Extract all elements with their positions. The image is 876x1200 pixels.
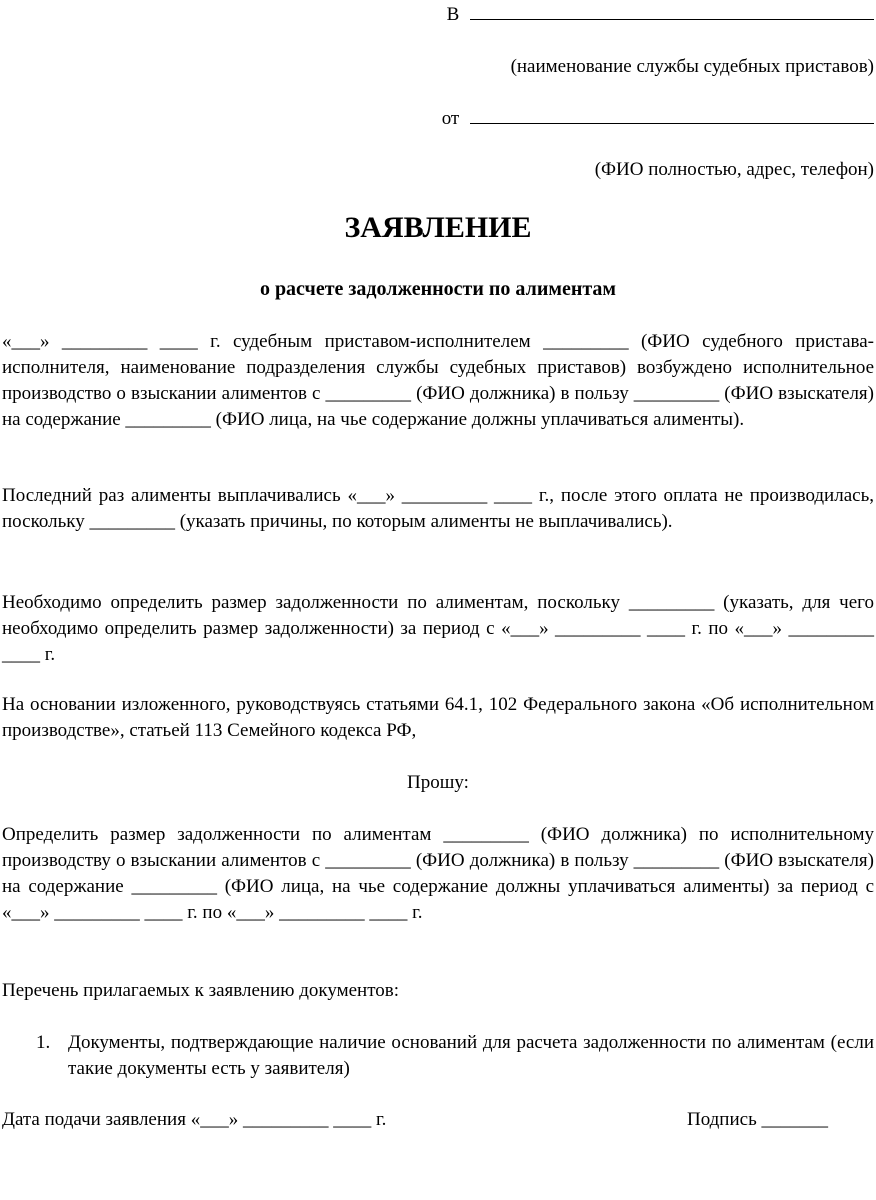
document-subtitle: о расчете задолженности по алиментам [259,278,617,300]
attachment-item [36,1030,874,1082]
recipient-blank [470,3,874,20]
paragraph-proceedings: «___» _________ ____ г. судебным приставом-исполнителем _________ (ФИО судебного пристава-исполнителя, наименование подразделения службы судебных приставов) возбуждено исполнительное производство о взыскании алиментов с _________ (ФИО должника) в пользу _________ (ФИО взыскателя) на содержание _________ (ФИО лица, на чье содержание должны уплачиваться алименты). [2,331,874,430]
service-caption: (наименование службы судебных приставов) [510,56,874,77]
request-heading: Прошу: [407,772,469,793]
submission-date: Дата подачи заявления «___» _________ ____ г. [2,1109,387,1130]
footer-row [2,1107,874,1133]
paragraph-reason: Необходимо определить размер задолженности по алиментам, поскольку _________ (указать, для чего необходимо определить размер задолженности) за период с «___» _________ ____ г. по «___» _________ ____ г. [2,592,874,665]
attachment-text: Документы, подтверждающие наличие оснований для расчета задолженности по алиментам (если такие документы есть у заявителя) [68,1032,874,1079]
attachments-heading: Перечень прилагаемых к заявлению документов: [2,980,400,1001]
signature-field: Подпись _______ [686,1109,828,1130]
paragraph-last-payment: Последний раз алименты выплачивались «___» _________ ____ г., после этого оплата не производилась, поскольку _________ (указать причины, по которым алименты не выплачивались). [2,485,874,532]
document-title: ЗАЯВЛЕНИЕ [344,211,532,244]
recipient-line [0,2,876,28]
recipient-prefix: В [446,4,460,25]
applicant-blank [470,107,874,124]
paragraph-request: Определить размер задолженности по алиментам _________ (ФИО должника) по исполнительному производству о взыскании алиментов с _________ (ФИО должника) в пользу _________ (ФИО взыскателя) на содержание _________ (ФИО лица, на чье содержание должны уплачиваться алименты) за период с «___» _________ ____ г. по «___» _________ ____ г. [2,824,874,923]
applicant-prefix: от [441,108,460,129]
attachment-number: 1. [36,1032,51,1053]
applicant-caption: (ФИО полностью, адрес, телефон) [594,159,874,180]
paragraph-legal-basis: На основании изложенного, руководствуясь статьями 64.1, 102 Федерального закона «Об исполнительном производстве», статьей 113 Семейного кодекса РФ, [2,694,874,741]
applicant-line [0,106,876,132]
